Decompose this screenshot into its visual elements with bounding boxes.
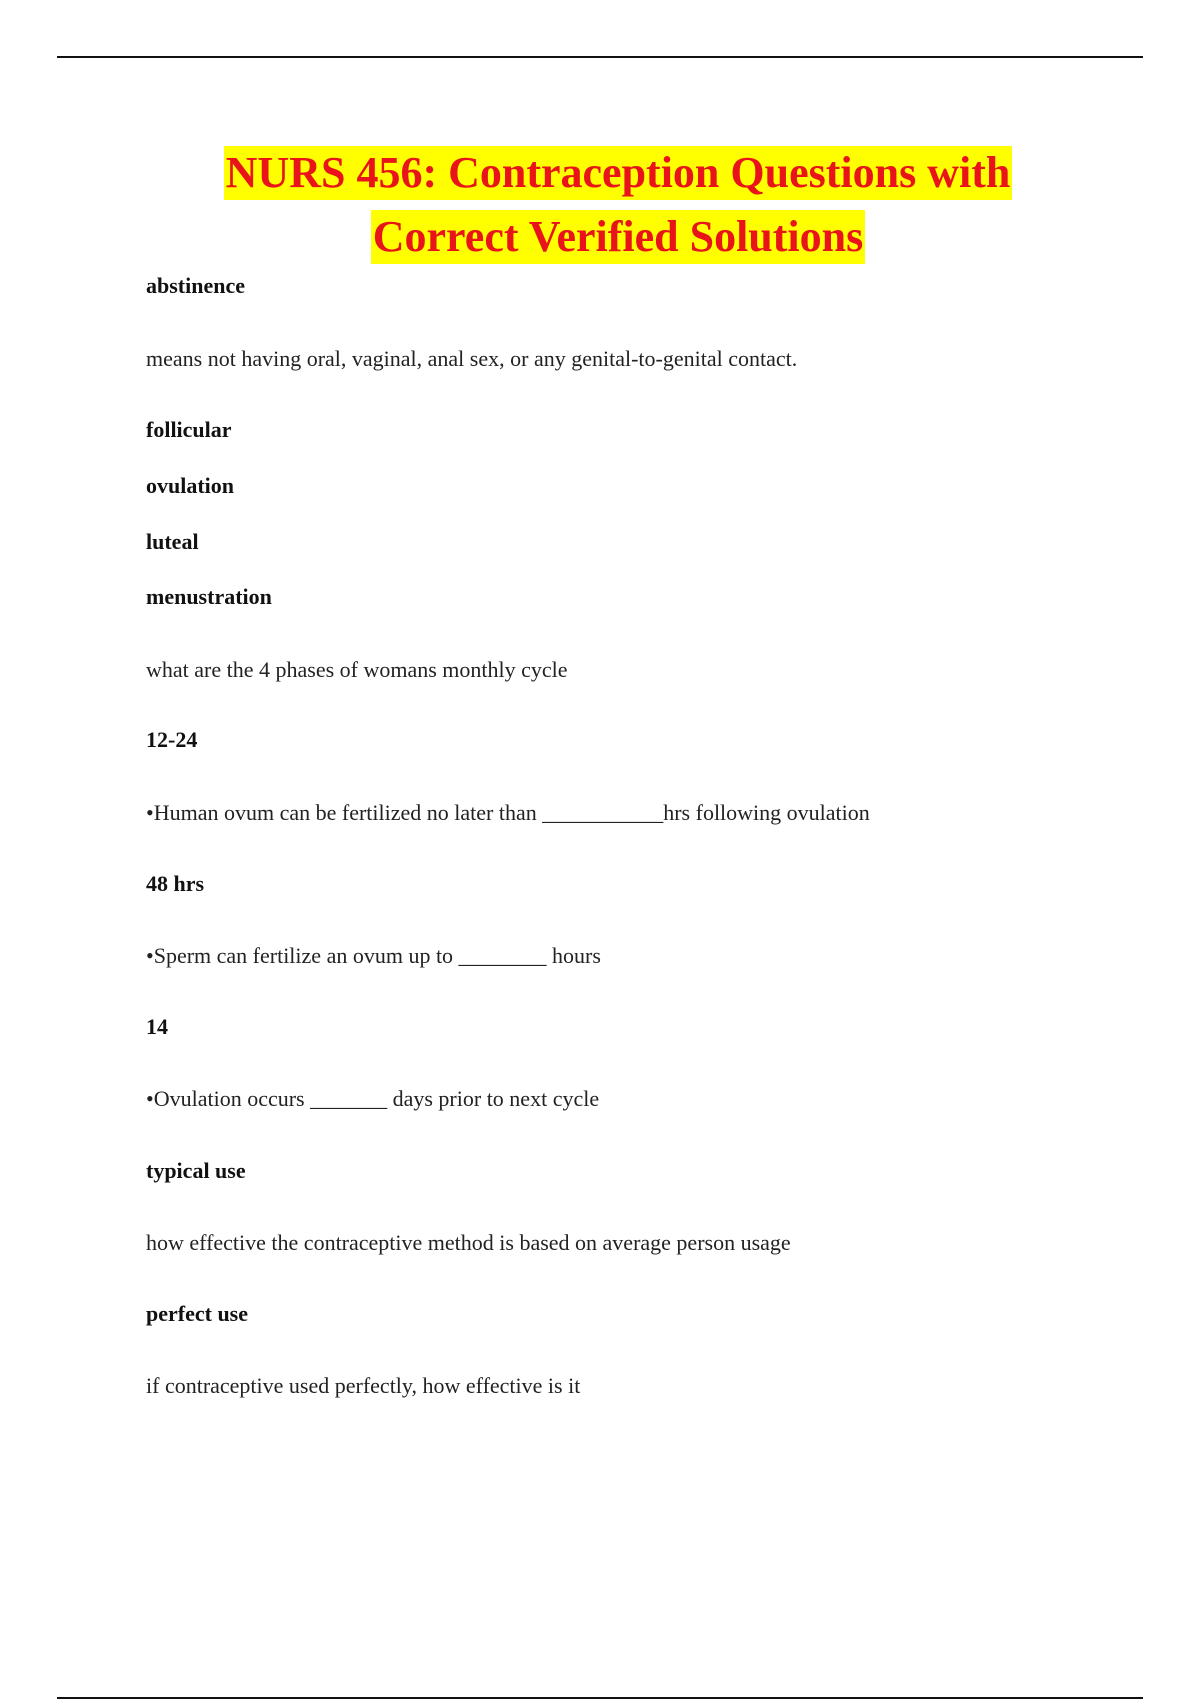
- definition-abstinence: means not having oral, vaginal, anal sex, or any genital-to-genital contact.: [146, 346, 798, 371]
- term-48-hrs: 48 hrs: [146, 871, 205, 896]
- term-follicular: follicular: [146, 417, 232, 442]
- definition-typical-use: how effective the contraceptive method is based on average person usage: [146, 1230, 791, 1255]
- term-perfect-use: perfect use: [146, 1301, 249, 1326]
- term-abstinence: abstinence: [146, 273, 245, 298]
- header-rule: [57, 56, 1143, 58]
- title-line-2: Correct Verified Solutions: [371, 210, 866, 264]
- definition-sperm-fertilization: •Sperm can fertilize an ovum up to ________ hours: [146, 943, 601, 968]
- term-14: 14: [146, 1014, 168, 1039]
- term-menustration: menustration: [146, 584, 272, 609]
- definition-perfect-use: if contraceptive used perfectly, how effective is it: [146, 1373, 581, 1398]
- term-ovulation: ovulation: [146, 473, 235, 498]
- title-line-1: NURS 456: Contraception Questions with: [224, 146, 1013, 200]
- definition-cycle-phases: what are the 4 phases of womans monthly cycle: [146, 657, 568, 682]
- term-luteal: luteal: [146, 529, 199, 554]
- term-typical-use: typical use: [146, 1158, 246, 1183]
- document-title: [0, 146, 1200, 274]
- term-12-24: 12-24: [146, 727, 198, 752]
- definition-ovum-fertilization: •Human ovum can be fertilized no later than ___________hrs following ovulation: [146, 800, 870, 825]
- definition-ovulation-timing: •Ovulation occurs _______ days prior to next cycle: [146, 1086, 600, 1111]
- footer-rule: [57, 1697, 1143, 1699]
